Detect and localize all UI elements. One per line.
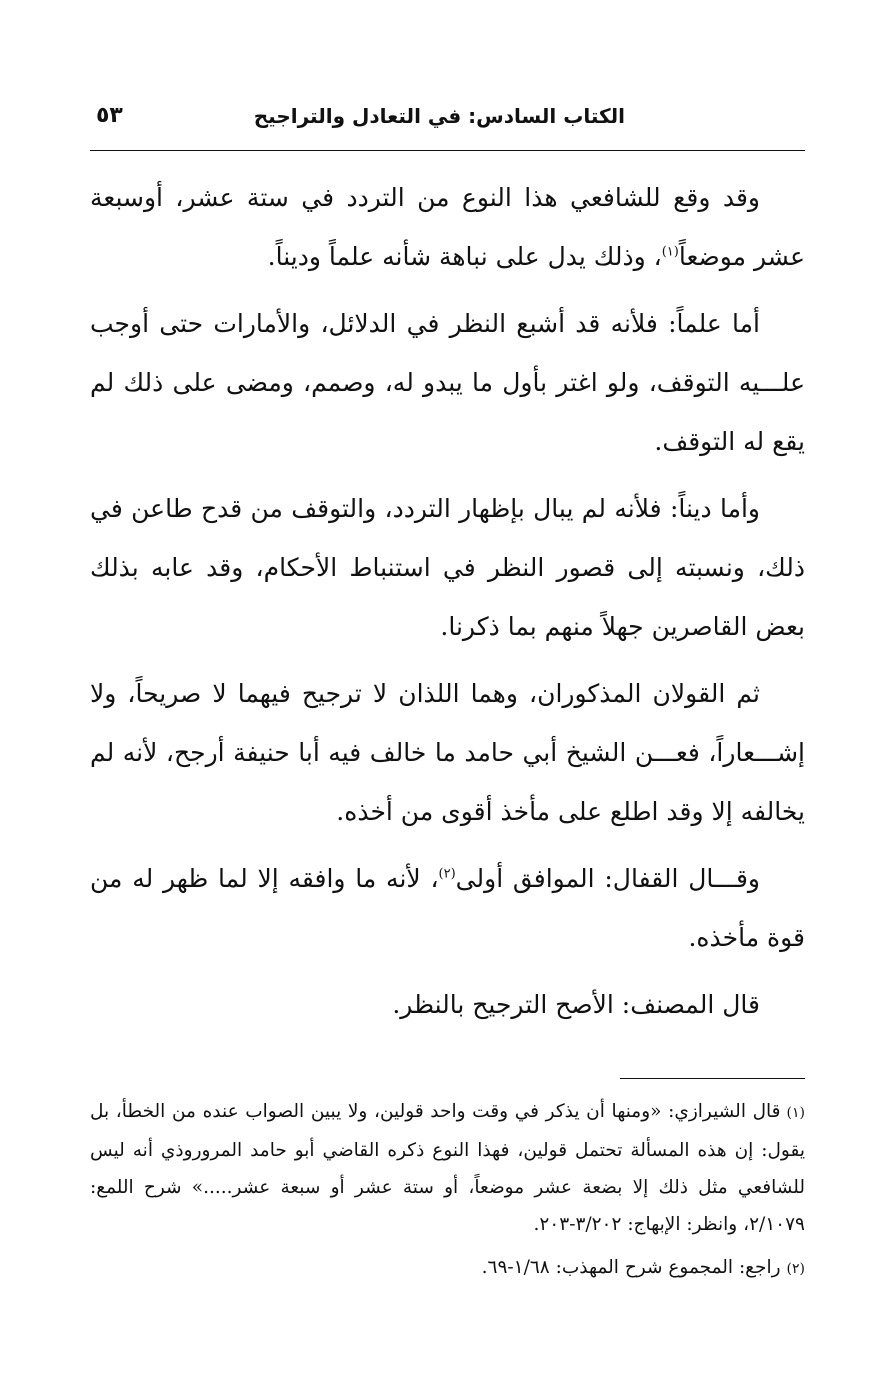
footnote-reference[interactable]: (١) bbox=[661, 244, 679, 260]
paragraph bbox=[90, 664, 805, 841]
footnote-number: (٢) bbox=[786, 1261, 805, 1277]
book-page bbox=[90, 100, 805, 1340]
paragraph-text: وقد وقع للشافعي هذا النوع من التردد في ستة عشر، أوسبعة عشر موضعاً bbox=[90, 183, 805, 271]
header-rule bbox=[90, 150, 805, 151]
footnote-separator bbox=[620, 1078, 805, 1079]
main-text bbox=[90, 168, 805, 1034]
paragraph-text: أما علماً: فلأنه قد أشبع النظر في الدلائل، والأمارات حتى أوجب علـــيه التوقف، ولو اغتر بأول ما يبدو له، وصمم، ومضى على ذلك لم يقع له التوقف. bbox=[90, 309, 805, 456]
footnote bbox=[90, 1093, 805, 1243]
paragraph-text: ، لأنه ما وافقه إلا لما ظهر له من قوة مأخذه. bbox=[90, 864, 805, 952]
footnotes bbox=[90, 1093, 805, 1288]
paragraph bbox=[90, 168, 805, 286]
paragraph-text: قال المصنف: الأصح الترجيح بالنظر. bbox=[392, 990, 760, 1019]
running-header bbox=[90, 100, 805, 138]
paragraph-text: وقـــال القفال: الموافق أولى bbox=[455, 864, 761, 893]
paragraph-text: ثم القولان المذكوران، وهما اللذان لا ترجيح فيهما لا صريحاً، ولا إشـــعاراً، فعـــن الشيخ أبي حامد ما خالف فيه أبا حنيفة أرجح، لأنه لم يخالفه إلا وقد اطلع على مأخذ أقوى من أخذه. bbox=[90, 679, 805, 826]
paragraph-text: ، وذلك يدل على نباهة شأنه علماً وديناً. bbox=[267, 242, 662, 271]
running-header-title: الكتاب السادس: في التعادل والتراجيح bbox=[253, 104, 625, 128]
footnote-reference[interactable]: (٢) bbox=[438, 866, 456, 882]
paragraph bbox=[90, 294, 805, 471]
footnote bbox=[90, 1249, 805, 1288]
footnote-text: قال الشيرازي: «ومنها أن يذكر في وقت واحد قولين، ولا يبين الصواب عنده من الخطأ، بل يقول: إن هذه المسألة تحتمل قولين، فهذا النوع ذكره القاضي أبو حامد المروروذي أنه ليس للشافعي مثل ذلك إلا بضعة عشر موضعاً، أو ستة عشر أو سبعة عشر.....» شرح اللمع: ٢/١٠٧٩، وانظر: الإبهاج: ٣/٢٠٢-٢٠٣. bbox=[90, 1101, 805, 1235]
paragraph bbox=[90, 975, 805, 1034]
paragraph bbox=[90, 849, 805, 967]
paragraph-text: وأما ديناً: فلأنه لم يبال بإظهار التردد، والتوقف من قدح طاعن في ذلك، ونسبته إلى قصور النظر في استنباط الأحكام، وقد عابه بذلك بعض القاصرين جهلاً منهم بما ذكرنا. bbox=[90, 494, 805, 641]
footnote-number: (١) bbox=[786, 1105, 805, 1121]
paragraph bbox=[90, 479, 805, 656]
page-number: ٥٣ bbox=[96, 103, 123, 128]
footnote-text: راجع: المجموع شرح المهذب: ١/٦٨-٦٩. bbox=[481, 1257, 781, 1278]
